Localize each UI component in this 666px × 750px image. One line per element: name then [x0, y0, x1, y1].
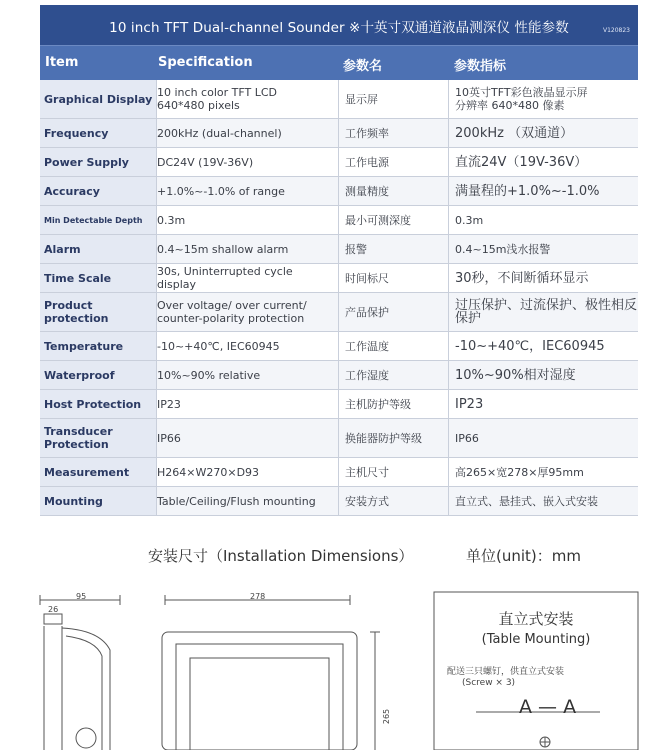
- row-item: Alarm: [40, 235, 157, 263]
- document-code: V120823: [602, 27, 630, 34]
- install-title: 安装尺寸（Installation Dimensions）: [148, 547, 414, 565]
- row-cn-value: 200kHz （双通道）: [448, 119, 643, 147]
- row-item: Time Scale: [40, 264, 157, 292]
- row-cn-name: 最小可测深度: [338, 206, 449, 234]
- row-cn-value: 过压保护、过流保护、极性相反保护: [448, 293, 643, 331]
- mount-title-cn: 直立式安装: [498, 610, 574, 628]
- row-cn-name: 主机尺寸: [338, 458, 449, 486]
- row-cn-name: 产品保护: [338, 293, 449, 331]
- screw-note-cn: 配送三只螺钉，供直立式安装: [447, 667, 565, 677]
- row-item: Frequency: [40, 119, 157, 147]
- dim-265-label: 265: [382, 708, 392, 725]
- dim-26-label: 26: [48, 605, 59, 614]
- row-cn-name: 换能器防护等级: [338, 419, 449, 457]
- row-spec: +1.0%~-1.0% of range: [157, 184, 285, 198]
- row-spec: IP23: [157, 397, 181, 411]
- row-item: Mounting: [40, 487, 157, 515]
- row-cn-value: 高265×宽278×厚95mm: [448, 458, 643, 486]
- row-cn-value: 0.4~15m浅水报警: [448, 235, 643, 263]
- row-spec: 10%~90% relative: [157, 368, 261, 382]
- col-cn-value: 参数指标: [454, 59, 507, 74]
- col-item: Item: [45, 55, 79, 70]
- row-spec: 0.4~15m shallow alarm: [157, 242, 289, 256]
- row-spec: 30s, Uninterrupted cycle display: [157, 265, 293, 291]
- row-spec: 200kHz (dual-channel): [157, 126, 282, 140]
- row-spec: DC24V (19V-36V): [157, 155, 254, 169]
- row-cn-name: 测量精度: [338, 177, 449, 205]
- row-cn-value: 0.3m: [448, 206, 643, 234]
- row-item: Transducer Protection: [40, 419, 157, 457]
- row-cn-name: 时间标尺: [338, 264, 449, 292]
- mount-title-en: (Table Mounting): [481, 632, 591, 647]
- row-cn-name: 工作电源: [338, 148, 449, 176]
- row-spec: 0.3m: [157, 213, 186, 227]
- row-item: Product protection: [40, 293, 157, 331]
- row-cn-name: 安装方式: [338, 487, 449, 515]
- page-title: 10 inch TFT Dual-channel Sounder ※十英寸双通道液晶测深仪 性能参数: [109, 20, 569, 36]
- dim-95-label: 95: [76, 592, 87, 601]
- col-spec: Specification: [158, 55, 253, 70]
- row-spec: 10 inch color TFT LCD 640*480 pixels: [157, 86, 277, 112]
- row-item: Min Detectable Depth: [40, 206, 157, 234]
- row-cn-name: 主机防护等级: [338, 390, 449, 418]
- row-cn-value: 10英寸TFT彩色液晶显示屏 分辨率 640*480 像素: [448, 80, 643, 118]
- row-spec: Table/Ceiling/Flush mounting: [157, 494, 316, 508]
- row-cn-name: 工作温度: [338, 332, 449, 360]
- row-cn-name: 工作湿度: [338, 361, 449, 389]
- row-spec: Over voltage/ over current/ counter-polarity protection: [157, 299, 307, 325]
- row-item: Waterproof: [40, 361, 157, 389]
- dim-278-label: 278: [250, 592, 266, 601]
- row-cn-name: 报警: [338, 235, 449, 263]
- row-item: Temperature: [40, 332, 157, 360]
- section-label: A — A: [519, 696, 577, 718]
- install-unit: 单位(unit)：mm: [466, 547, 581, 565]
- row-item: Measurement: [40, 458, 157, 486]
- screw-note-en: (Screw × 3): [462, 678, 516, 688]
- row-cn-value: 30秒，不间断循环显示: [448, 264, 643, 292]
- row-spec: IP66: [157, 431, 181, 445]
- row-item: Graphical Display: [40, 80, 157, 118]
- row-cn-value: 10%~90%相对湿度: [448, 361, 643, 389]
- row-item: Power Supply: [40, 148, 157, 176]
- row-item: Host Protection: [40, 390, 157, 418]
- row-cn-name: 显示屏: [338, 80, 449, 118]
- col-cn-name: 参数名: [343, 59, 383, 74]
- row-cn-value: IP66: [448, 419, 643, 457]
- row-spec: H264×W270×D93: [157, 465, 260, 479]
- row-item: Accuracy: [40, 177, 157, 205]
- row-cn-value: -10~+40℃，IEC60945: [448, 332, 643, 360]
- row-cn-value: 直流24V（19V-36V）: [448, 148, 643, 176]
- row-cn-value: IP23: [448, 390, 643, 418]
- row-cn-name: 工作频率: [338, 119, 449, 147]
- row-cn-value: 满量程的+1.0%~-1.0%: [448, 177, 643, 205]
- row-spec: -10~+40℃, IEC60945: [157, 339, 280, 353]
- row-cn-value: 直立式、悬挂式、嵌入式安装: [448, 487, 643, 515]
